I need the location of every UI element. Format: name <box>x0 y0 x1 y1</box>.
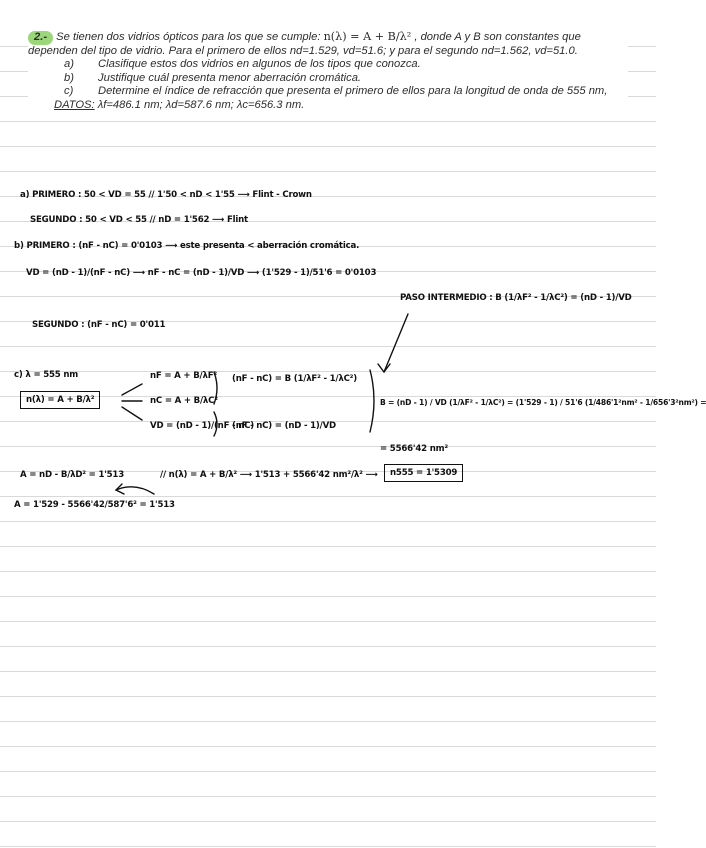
nc-equation: nC = A + B/λC² <box>150 396 218 406</box>
dispersion-box: n(λ) = A + B/λ² <box>20 391 100 409</box>
difference-substitution: (nF - nC) = B (1/λF² - 1/λC²) <box>232 374 357 384</box>
statement-rest: , donde A y B son constantes que dependen del tipo de vidrio. Para el primero de ellos nd=1.529, vd=51.6; y para el segundo nd=1.562, vd=51.0. <box>28 31 581 57</box>
item-b: b) Justifique cuál presenta menor aberración cromática. <box>64 71 362 84</box>
brace-right-2 <box>214 412 217 436</box>
branch-arrow-up <box>122 384 142 395</box>
nf-equation: nF = A + B/λF² <box>150 371 217 381</box>
a-expression: A = nD - B/λD² = 1'513 <box>20 470 124 480</box>
item-c: c) Determine el índice de refracción que presenta el primero de ellos para la longitud de onda de 555 nm, <box>64 85 608 98</box>
datos-line: DATOS: λf=486.1 nm; λd=587.6 nm; λc=656.3 nm. <box>54 98 305 111</box>
problem-number: 2.- <box>28 31 53 45</box>
answer-b-segundo: SEGUNDO : (nF - nC) = 0'011 <box>32 320 166 330</box>
vd-equation: VD = (nD - 1)/(nF - nC) <box>150 421 254 431</box>
n-expression: // n(λ) = A + B/λ² ⟶ 1'513 + 5566'42 nm²/λ² ⟶ <box>160 470 378 480</box>
brace-right-1 <box>214 372 217 404</box>
statement-intro: Se tienen dos vidrios ópticos para los que se cumple: <box>56 31 321 43</box>
branch-arrow-down <box>122 407 142 420</box>
b-expression: B = (nD - 1) / VD (1/λF² - 1/λC²) = (1'529 - 1) / 51'6 (1/486'1²nm² - 1/656'3²nm²) = <box>380 398 706 407</box>
difference-equation: (nF - nC) = (nD - 1)/VD <box>232 421 336 431</box>
n555-result: n555 = 1'5309 <box>384 464 463 482</box>
answer-b-primero: b) PRIMERO : (nF - nC) = 0'0103 ⟶ este presenta < aberración cromática. <box>14 241 360 251</box>
dispersion-formula: n(λ) = A + B/λ² <box>323 30 412 43</box>
arrow-paso-line <box>384 314 408 372</box>
b-result: = 5566'42 nm² <box>380 444 448 454</box>
answer-a-primero: a) PRIMERO : 50 < VD = 55 // 1'50 < nD < 1'55 ⟶ Flint - Crown <box>20 190 312 200</box>
a-calculation: A = 1'529 - 5566'42/587'6² = 1'513 <box>14 500 175 510</box>
vd-formula: VD = (nD - 1)/(nF - nC) ⟶ nF - nC = (nD - 1)/VD ⟶ (1'529 - 1)/51'6 = 0'0103 <box>26 268 377 278</box>
item-a: a) Clasifique estos dos vidrios en algunos de los tipos que conozca. <box>64 58 421 71</box>
brace-left-big <box>370 370 374 432</box>
answer-c-lambda: c) λ = 555 nm <box>14 370 79 380</box>
answer-a-segundo: SEGUNDO : 50 < VD < 55 // nD = 1'562 ⟶ Flint <box>30 215 248 225</box>
paso-intermedio: PASO INTERMEDIO : B (1/λF² - 1/λC²) = (nD - 1)/VD <box>400 293 632 303</box>
